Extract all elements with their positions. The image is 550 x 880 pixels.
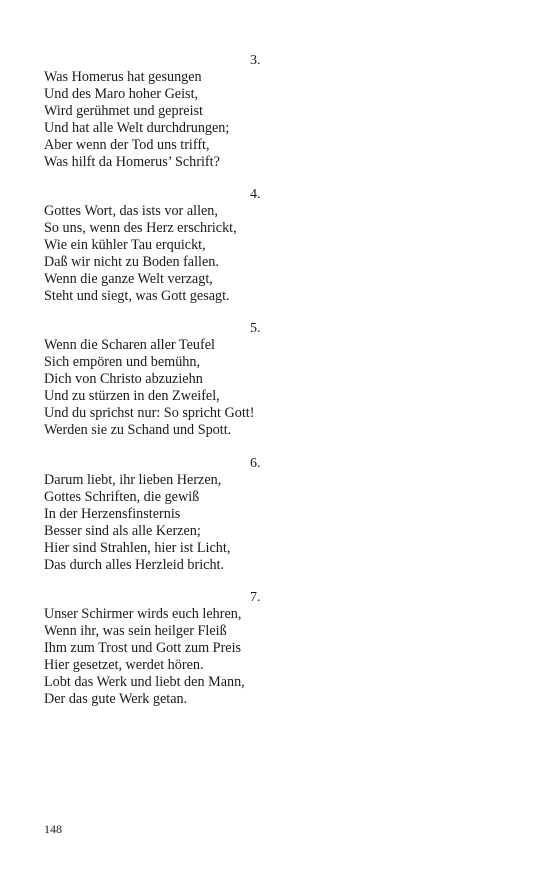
verse-line: Wenn die Scharen aller Teufel (44, 337, 215, 353)
verse-line: Und du sprichst nur: So spricht Gott! (44, 405, 255, 421)
verse-line: Unser Schirmer wirds euch lehren, (44, 606, 242, 622)
verse-line: Lobt das Werk und liebt den Mann, (44, 674, 245, 690)
stanza-lines (44, 606, 245, 708)
verse-line: Was Homerus hat gesungen (44, 69, 202, 85)
stanza-number: 6. (250, 456, 261, 471)
verse-line: Dich von Christo abzuziehn (44, 371, 203, 387)
verse-line: Steht und siegt, was Gott gesagt. (44, 288, 230, 304)
stanza-lines (44, 69, 229, 171)
stanza-number: 3. (250, 53, 261, 68)
stanza-lines (44, 337, 254, 439)
verse-line: Und des Maro hoher Geist, (44, 86, 199, 102)
verse-line: Und hat alle Welt durchdrungen; (44, 120, 230, 136)
verse-line: Werden sie zu Schand und Spott. (44, 422, 232, 438)
stanza-lines (44, 472, 230, 574)
verse-line: Aber wenn der Tod uns trifft, (44, 137, 210, 153)
verse-line: Hier sind Strahlen, hier ist Licht, (44, 540, 231, 556)
stanza-lines (44, 203, 237, 305)
verse-line: Das durch alles Herzleid bricht. (44, 557, 225, 573)
verse-line: Hier gesetzet, werdet hören. (44, 657, 204, 673)
verse-line: Sich empören und bemühn, (44, 354, 201, 370)
verse-line: Der das gute Werk getan. (44, 691, 188, 707)
verse-line: Und zu stürzen in den Zweifel, (44, 388, 220, 404)
verse-line: In der Herzensfinsternis (44, 506, 181, 522)
verse-line: Besser sind als alle Kerzen; (44, 523, 201, 539)
verse-line: Gottes Wort, das ists vor allen, (44, 203, 218, 219)
verse-line: So uns, wenn des Herz erschrickt, (44, 220, 237, 236)
verse-line: Gottes Schriften, die gewiß (44, 489, 200, 505)
verse-line: Ihm zum Trost und Gott zum Preis (44, 640, 242, 656)
verse-line: Wenn die ganze Welt verzagt, (44, 271, 213, 287)
stanza-number: 5. (250, 321, 261, 336)
verse-line: Wird gerühmet und gepreist (44, 103, 203, 119)
page-number: 148 (44, 822, 62, 836)
verse-line: Was hilft da Homerus’ Schrift? (44, 154, 220, 170)
stanza-number: 4. (250, 187, 261, 202)
verse-line: Wie ein kühler Tau erquickt, (44, 237, 206, 253)
verse-line: Darum liebt, ihr lieben Herzen, (44, 472, 222, 488)
verse-line: Wenn ihr, was sein heilger Fleiß (44, 623, 227, 639)
stanza-number: 7. (250, 590, 261, 605)
verse-line: Daß wir nicht zu Boden fallen. (44, 254, 219, 270)
